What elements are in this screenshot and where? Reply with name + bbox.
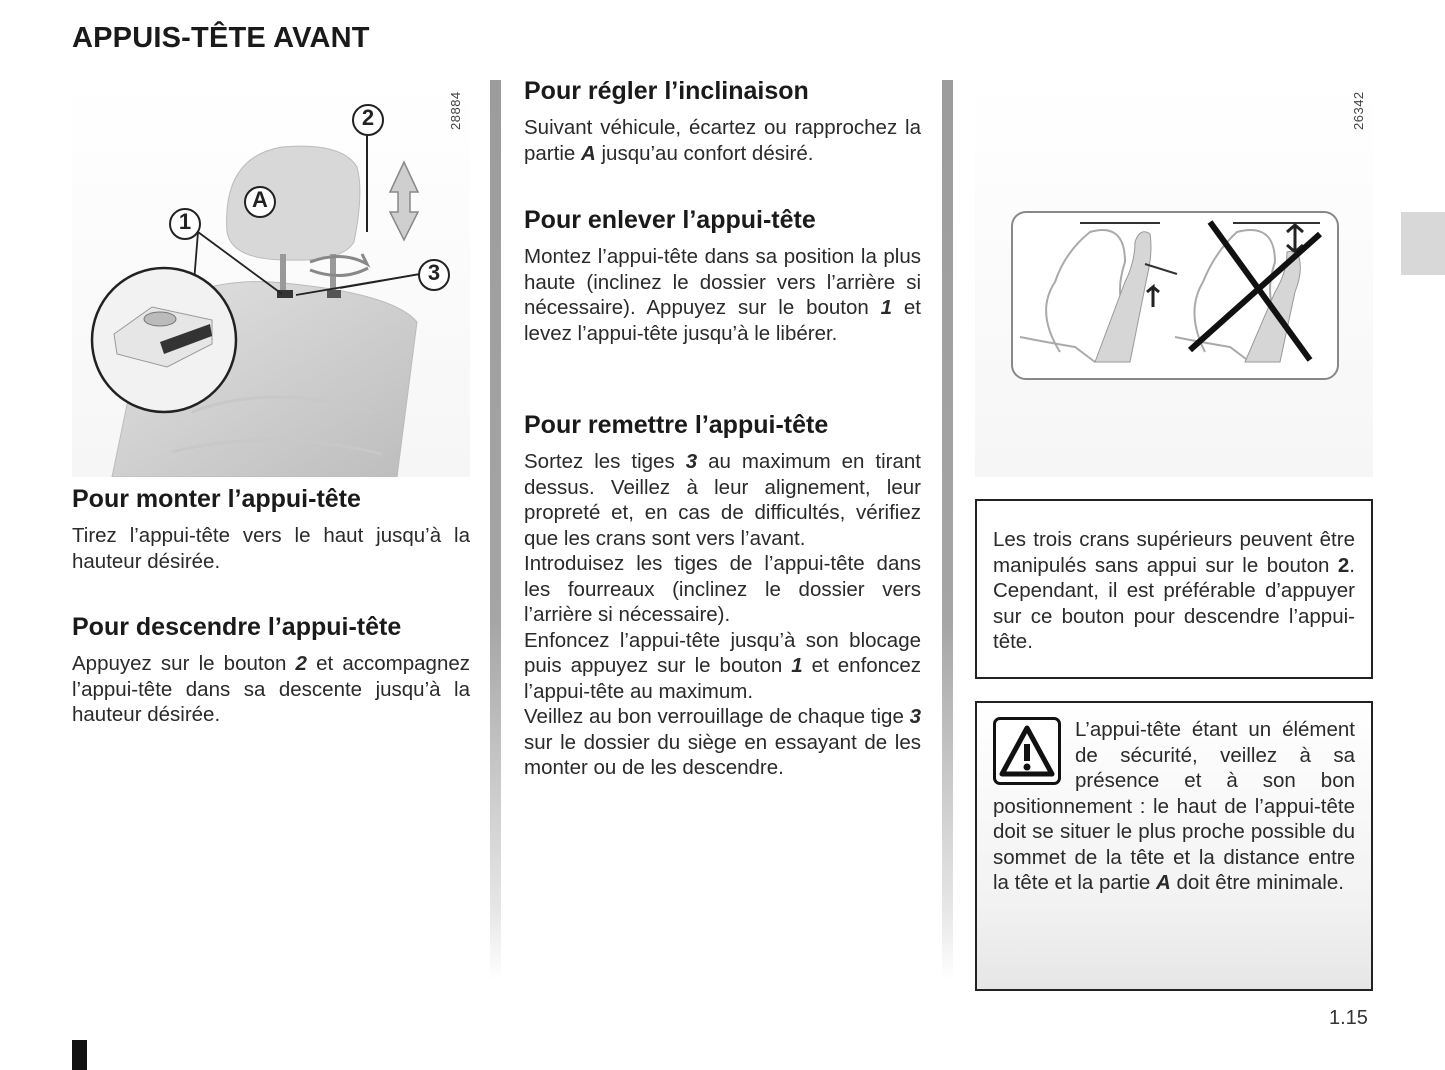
- page-title: APPUIS-TÊTE AVANT: [72, 22, 370, 54]
- callout-a: A: [252, 187, 268, 212]
- column-divider-left: [490, 80, 501, 980]
- warning-note: [975, 701, 1373, 991]
- callout-1: 1: [178, 209, 192, 234]
- callout-3: 3: [427, 260, 441, 285]
- section-remettre: [524, 410, 921, 781]
- info-note-text: Les trois crans supérieurs peuvent être manipulés sans appui sur le bouton 2. Cependant, il est préférable d’appuyer sur ce bouton pour descendre l’appui-tête.: [993, 528, 1355, 653]
- page-number: 1.15: [1329, 1007, 1368, 1029]
- section-enlever: [524, 205, 921, 346]
- text-remettre-4: Veillez au bon verrouillage de chaque tige 3 sur le dossier du siège en essayant de les monter ou de les descendre.: [524, 705, 921, 779]
- headrest-figure: [72, 82, 470, 477]
- section-monter: [72, 484, 470, 574]
- figure-ref-left: 28884: [448, 91, 463, 130]
- warning-icon: [993, 717, 1061, 785]
- column-divider-right: [942, 80, 953, 980]
- section-regler: [524, 76, 921, 166]
- headrest-illustration: [72, 82, 470, 477]
- text-enlever: Montez l’appui-tête dans sa position la plus haute (inclinez le dossier vers l’arrière si nécessaire). Appuyez sur le bouton 1 et levez l’appui-tête jusqu’à le libérer.: [524, 245, 922, 345]
- heading-monter: Pour monter l’appui-tête: [72, 485, 361, 513]
- heading-remettre: Pour remettre l’appui-tête: [524, 411, 829, 439]
- text-remettre-1: Sortez les tiges 3 au maximum en tirant dessus. Veillez à leur alignement, leur propreté et, en cas de difficultés, vérifiez que les crans sont vers l’avant.: [524, 450, 921, 550]
- warning-note-text: L’appui-tête étant un élément de sécurité, veillez à sa présence et à son bon positionnement : le haut de l’appui-tête doit se situer le plus proche possible du sommet de la tête et la distance entre la tête et la partie A doit être minimale.: [993, 718, 1355, 894]
- text-regler: Suivant véhicule, écartez ou rapprochez la partie A jusqu’au confort désiré.: [524, 116, 921, 165]
- headrest-position-illustration: [975, 82, 1373, 477]
- text-remettre-2: Introduisez les tiges de l’appui-tête dans les fourreaux (inclinez le dossier vers l’arrière si nécessaire).: [524, 552, 921, 626]
- heading-enlever: Pour enlever l’appui-tête: [524, 206, 816, 234]
- text-descendre: Appuyez sur le bouton 2 et accompagnez l’appui-tête dans sa descente jusqu’à la hauteur désirée.: [72, 652, 470, 726]
- heading-descendre: Pour descendre l’appui-tête: [72, 613, 402, 641]
- callout-2: 2: [361, 105, 375, 130]
- section-descendre: [72, 612, 470, 728]
- figure-ref-right: 26342: [1351, 91, 1366, 130]
- text-remettre-3: Enfoncez l’appui-tête jusqu’à son blocage puis appuyez sur le bouton 1 et enfoncez l’appui-tête au maximum.: [524, 628, 921, 703]
- headrest-position-figure: [975, 82, 1373, 477]
- info-note: [975, 499, 1373, 679]
- heading-regler: Pour régler l’inclinaison: [524, 77, 809, 105]
- text-monter: Tirez l’appui-tête vers le haut jusqu’à la hauteur désirée.: [72, 524, 470, 573]
- print-mark: [72, 1040, 87, 1070]
- chapter-tab: [1401, 212, 1445, 275]
